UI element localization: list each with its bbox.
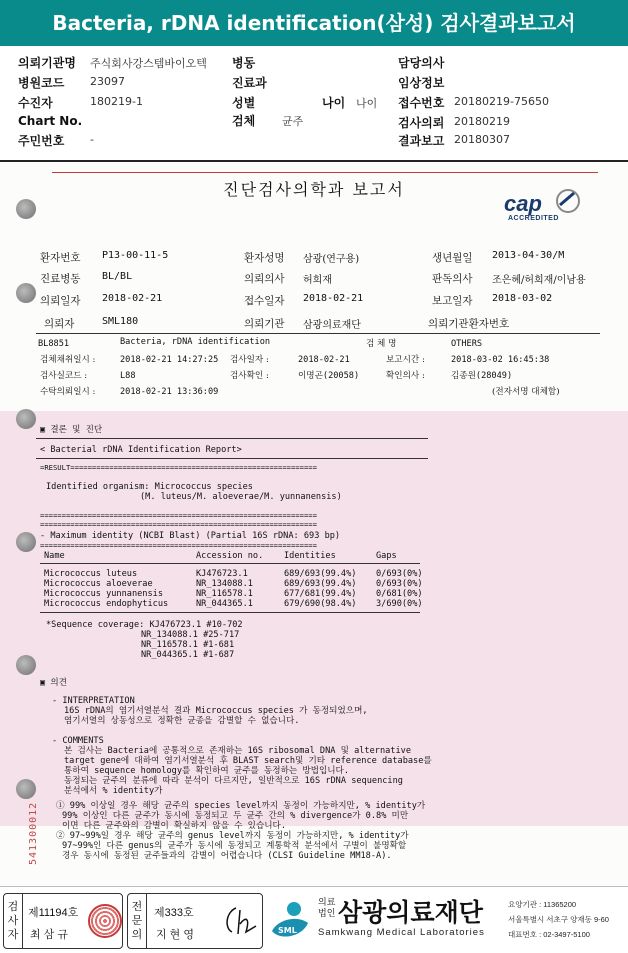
comment-line: target gene에 대하여 염기서열분석 후 BLAST search및 기타 reference database를 [64, 756, 432, 766]
brand-prefix: 의료 법인 [318, 897, 336, 918]
dob-label: 생년월일 [432, 252, 473, 264]
patient-name-label: 환자성명 [244, 252, 285, 264]
table-cell: 689/693(99.4%) [284, 569, 357, 579]
interpretation-line: 16S rDNA의 염기서열분석 결과 Micrococcus species 가 동정되었으며, [64, 706, 368, 716]
cap-seal-icon [554, 187, 582, 215]
specimen-number: 541300012 [28, 801, 39, 865]
patient-info-block [0, 50, 628, 160]
req-org-label: 의뢰기관 [244, 318, 285, 330]
requester-label: 의뢰자 [44, 318, 75, 330]
inspector-license: 제11194호 [28, 907, 79, 919]
divider [36, 438, 428, 439]
table-header-rule [40, 563, 420, 564]
comment-line: 분석에서 % identity가 [64, 786, 163, 796]
verify: 김종원(28049) [451, 371, 513, 381]
note-line: 경우 동시에 동정된 균주들과의 감별이 어렵습니다 (CLSI Guideline MM18-A). [62, 851, 392, 861]
result-rule: ================================================================ [40, 520, 317, 529]
table-cell: NR_116578.1 [196, 589, 253, 599]
lab-code-label: 검사실코드 : [40, 371, 88, 381]
dob: 2013-04-30/M [492, 250, 565, 261]
binder-hole [16, 409, 36, 429]
specialist-license: 제333호 [154, 907, 194, 919]
document-top-rule [52, 172, 598, 173]
cap-logo-text: cap [504, 191, 542, 216]
coverage-line: NR_116578.1 #1-681 [141, 640, 235, 650]
note-line: 97~99%인 다른 genus의 균주가 동시에 동정되고 계통학적 분석에서 구별이 불명확할 [62, 841, 407, 851]
report-label: 결과보고 [398, 134, 445, 148]
code-value: 23097 [90, 75, 125, 88]
report-date-label: 보고일자 [432, 295, 473, 307]
specialist-box [127, 893, 263, 949]
report-value: 20180307 [454, 133, 510, 146]
table-cell: NR_044365.1 [196, 599, 253, 609]
req-doctor-label: 의뢰의사 [244, 273, 285, 285]
reading-doctor: 조은혜/허희재/이남용 [492, 275, 586, 286]
cap-accredited-text: ACCREDITED [508, 215, 559, 222]
reading-doctor-label: 판독의사 [432, 273, 473, 285]
result-rule: ================================================================ [40, 541, 317, 550]
col-header-name: Name [44, 551, 65, 561]
resident-value: - [90, 133, 94, 146]
table-cell: Micrococcus yunnanensis [44, 589, 163, 599]
table-cell: Micrococcus endophyticus [44, 599, 169, 609]
receipt-label: 수진자 [18, 96, 53, 110]
table-cell: KJ476723.1 [196, 569, 248, 579]
binder-hole [16, 655, 36, 675]
dept-label: 진료과 [232, 76, 267, 90]
accession-value: 20180219-75650 [454, 95, 549, 108]
req-org: 삼광의료재단 [303, 320, 361, 331]
note-line: 99% 이상인 다른 균주가 동시에 동정되고 두 균주 간의 % divergence가 0.8% 미만 [62, 811, 409, 821]
table-cell: 679/690(98.4%) [284, 599, 357, 609]
comment-line: 본 검사는 Bacteria에 공통적으로 존재하는 16S ribosomal DNA 및 alternative [64, 746, 412, 756]
inspector-vertical-label: 검 사 자 [7, 901, 19, 941]
ward: BL/BL [102, 271, 133, 282]
comments-title: - COMMENTS [52, 736, 104, 746]
header-divider [0, 160, 628, 162]
document-title: 진단검사의학과 보고서 [223, 180, 405, 199]
specimen-label: 검체 [232, 114, 256, 128]
patient-no: P13-00-11-5 [102, 250, 169, 261]
brand-english: Samkwang Medical Laboratories [318, 927, 485, 938]
patient-no-label: 환자번호 [40, 252, 81, 264]
cap-accredited-logo [500, 185, 590, 225]
doctor-label: 담당의사 [398, 56, 445, 70]
test-code: BL8851 [38, 339, 70, 349]
col-header-gaps: Gaps [376, 551, 397, 561]
table-cell: 0/681(0%) [376, 589, 423, 599]
divider [36, 458, 428, 459]
table-bottom-rule [40, 612, 420, 613]
note-line: ① 99% 이상일 경우 해당 균주의 species level까지 동정이 가능하지만, % identity가 [56, 801, 426, 811]
result-rule: ================================================================ [40, 511, 317, 520]
binder-hole [16, 283, 36, 303]
specialist-vertical-label: 전 문 의 [131, 901, 143, 941]
note-line: 이면 다른 균주와의 감별이 확실하지 않을 수 있습니다. [62, 821, 287, 831]
specialist-signature [220, 902, 258, 938]
ward-label-doc: 진료병동 [40, 273, 81, 285]
recv-time-label: 수탁의뢰일시 : [40, 387, 96, 397]
contact-line: 서울특별시 서초구 양재동 9-60 [508, 915, 609, 924]
lab-code: L88 [120, 371, 136, 381]
test-date-label: 검사일자 : [230, 355, 269, 365]
comment-line: 통하여 sequence homology를 확인하여 균주를 동정하는 방법입니다. [64, 766, 350, 776]
binder-hole [16, 532, 36, 552]
comment-line: 동정되는 균주의 분류에 따라 분석이 다르지만, 일반적으로 16S rDNA sequencing [64, 776, 403, 786]
chart-label: Chart No. [18, 114, 83, 128]
req-date: 2018-02-21 [102, 293, 163, 304]
requester: SML180 [102, 316, 139, 327]
age-label: 나이 [322, 96, 346, 110]
test-name: Bacteria, rDNA identification [120, 337, 271, 347]
binder-hole [16, 779, 36, 799]
opinion-header: ▣ 의견 [40, 678, 67, 688]
contact-line: 대표번호 : 02-3497-5100 [508, 930, 590, 939]
confirm-label: 검사확인 : [230, 371, 269, 381]
table-cell: 0/693(0%) [376, 579, 423, 589]
recv-date-label: 접수일자 [244, 295, 285, 307]
clinical-label: 임상정보 [398, 76, 445, 90]
max-identity-line: - Maximum identity (NCBI Blast) (Partial 16S rDNA: 693 bp) [40, 531, 341, 541]
footer [0, 886, 628, 953]
identification-report-title: < Bacterial rDNA Identification Report> [40, 445, 242, 455]
sml-logo-icon [268, 897, 312, 941]
result-rule: =RESULT========================================================= [40, 463, 317, 472]
age-value: 나이 [356, 97, 378, 110]
report-title-banner: Bacteria, rDNA identification(삼성) 검사결과보고서 [0, 0, 628, 46]
accession-label: 접수번호 [398, 96, 445, 110]
scanned-report [0, 163, 628, 885]
request-label: 검사의뢰 [398, 116, 445, 130]
table-cell: 3/690(0%) [376, 599, 423, 609]
coverage-line: NR_044365.1 #1-687 [141, 650, 235, 660]
conclusion-header: ▣ 결론 및 진단 [40, 425, 103, 435]
specimen-name: OTHERS [451, 339, 483, 349]
table-cell: Micrococcus luteus [44, 569, 138, 579]
hospital-value: 주식회사강스템바이오텍 [90, 57, 207, 70]
divider [36, 333, 600, 334]
req-date-label: 의뢰일자 [40, 295, 81, 307]
req-org-patient-label: 의뢰기관환자번호 [428, 318, 510, 330]
coverage-line: *Sequence coverage: KJ476723.1 #10-702 [46, 620, 243, 630]
code-label: 병원코드 [18, 76, 65, 90]
report-time: 2018-03-02 16:45:38 [451, 355, 550, 365]
confirm: 이명곤(20058) [298, 371, 360, 381]
patient-name: 삼광(연구용) [303, 254, 360, 265]
sml-logo-text: SML [278, 926, 297, 935]
inspector-name: 최 삼 규 [30, 929, 68, 941]
ward-label: 병동 [232, 56, 256, 70]
interpretation-line: 염기서열의 상동성으로 정확한 균종을 감별할 수 없습니다. [64, 716, 300, 726]
verify-label: 확인의사 : [386, 371, 425, 381]
specialist-name: 지 현 영 [156, 929, 194, 941]
interpretation-title: - INTERPRETATION [52, 696, 135, 706]
table-cell: 677/681(99.4%) [284, 589, 357, 599]
organism-line-2: (M. luteus/M. aloeverae/M. yunnanensis) [140, 492, 342, 502]
resident-label: 주민번호 [18, 134, 65, 148]
col-header-identities: Identities [284, 551, 336, 561]
test-date: 2018-02-21 [298, 355, 350, 365]
table-cell: NR_134088.1 [196, 579, 253, 589]
report-time-label: 보고시간 : [386, 355, 425, 365]
organism-line-1: Identified organism: Micrococcus species [46, 482, 253, 492]
req-doctor: 허희재 [303, 275, 332, 286]
col-header-accession: Accession no. [196, 551, 264, 561]
receipt-value: 180219-1 [90, 95, 143, 108]
specimen-value: 균주 [282, 115, 304, 128]
contact-line: 요양기관 : 11365200 [508, 900, 577, 909]
recv-date: 2018-02-21 [303, 293, 364, 304]
request-value: 20180219 [454, 115, 510, 128]
report-date: 2018-03-02 [492, 293, 553, 304]
collect-value: 2018-02-21 14:27:25 [120, 355, 219, 365]
hospital-label: 의뢰기관명 [18, 56, 76, 70]
inspector-box [3, 893, 123, 949]
note-line: ② 97~99%일 경우 해당 균주의 genus level까지 동정이 가능하지만, % identity가 [56, 831, 409, 841]
table-cell: 0/693(0%) [376, 569, 423, 579]
table-cell: Micrococcus aloeverae [44, 579, 153, 589]
collect-label: 검체채취일시 : [40, 355, 96, 365]
coverage-line: NR_134088.1 #25-717 [141, 630, 240, 640]
binder-hole [16, 199, 36, 219]
sex-label: 성별 [232, 96, 256, 110]
recv-time: 2018-02-21 13:36:09 [120, 387, 219, 397]
table-cell: 689/693(99.4%) [284, 579, 357, 589]
esign-note: (전자서명 대체함) [492, 387, 560, 397]
specimen-name-label: 검 체 명 [366, 339, 397, 349]
inspector-seal [88, 904, 122, 938]
brand-name: 삼광의료재단 [338, 898, 483, 927]
